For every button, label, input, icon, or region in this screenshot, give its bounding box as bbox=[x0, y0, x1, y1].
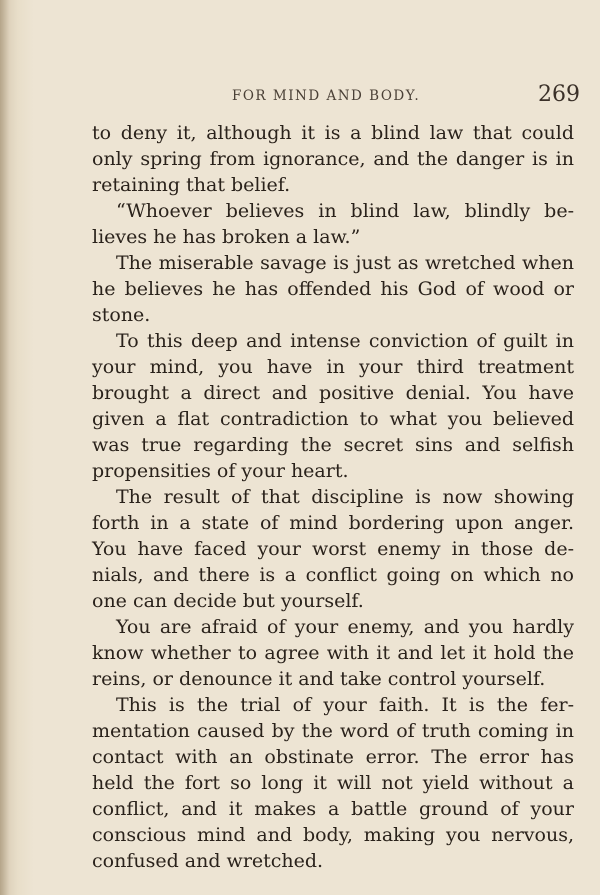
page-number: 269 bbox=[538, 82, 580, 107]
text-line: stone. bbox=[92, 304, 151, 326]
text-line: retaining that belief. bbox=[92, 174, 291, 196]
text-line: To this deep and intense conviction of guilt in bbox=[116, 330, 574, 352]
text-line: brought a direct and positive denial. You have bbox=[92, 382, 574, 404]
running-head: FOR MIND AND BODY. bbox=[232, 88, 421, 104]
text-line: only spring from ignorance, and the danger is in bbox=[92, 148, 574, 170]
text-line: held the fort so long it will not yield without a bbox=[92, 772, 574, 794]
text-line: “Whoever believes in blind law, blindly be- bbox=[116, 200, 574, 222]
text-line: The miserable savage is just as wretched when bbox=[116, 252, 574, 274]
text-line: You have faced your worst enemy in those de- bbox=[92, 538, 574, 560]
text-line: The result of that discipline is now showing bbox=[116, 486, 574, 508]
text-line: was true regarding the secret sins and selfish bbox=[92, 434, 574, 456]
text-line: propensities of your heart. bbox=[92, 460, 349, 482]
text-line: confused and wretched. bbox=[92, 850, 324, 872]
text-line: mentation caused by the word of truth coming in bbox=[92, 720, 574, 742]
text-line: You are afraid of your enemy, and you hardly bbox=[116, 616, 574, 638]
body-text bbox=[92, 120, 574, 874]
text-line: one can decide but yourself. bbox=[92, 590, 364, 612]
text-line: conscious mind and body, making you nervous, bbox=[92, 824, 574, 846]
text-line: reins, or denounce it and take control yourself. bbox=[92, 668, 546, 690]
page-gutter-shadow bbox=[0, 0, 10, 895]
text-line: nials, and there is a conflict going on which no bbox=[92, 564, 574, 586]
text-line: your mind, you have in your third treatment bbox=[92, 356, 574, 378]
text-line: he believes he has offended his God of wood or bbox=[92, 278, 574, 300]
text-line: This is the trial of your faith. It is the fer- bbox=[116, 694, 574, 716]
text-line: given a flat contradiction to what you believed bbox=[92, 408, 574, 430]
text-line: conflict, and it makes a battle ground of your bbox=[92, 798, 574, 820]
text-line: lieves he has broken a law.” bbox=[92, 226, 361, 248]
text-line: contact with an obstinate error. The error has bbox=[92, 746, 574, 768]
text-line: know whether to agree with it and let it hold the bbox=[92, 642, 574, 664]
text-line: forth in a state of mind bordering upon anger. bbox=[92, 512, 574, 534]
text-line: to deny it, although it is a blind law that could bbox=[92, 122, 574, 144]
page-header bbox=[0, 82, 600, 108]
